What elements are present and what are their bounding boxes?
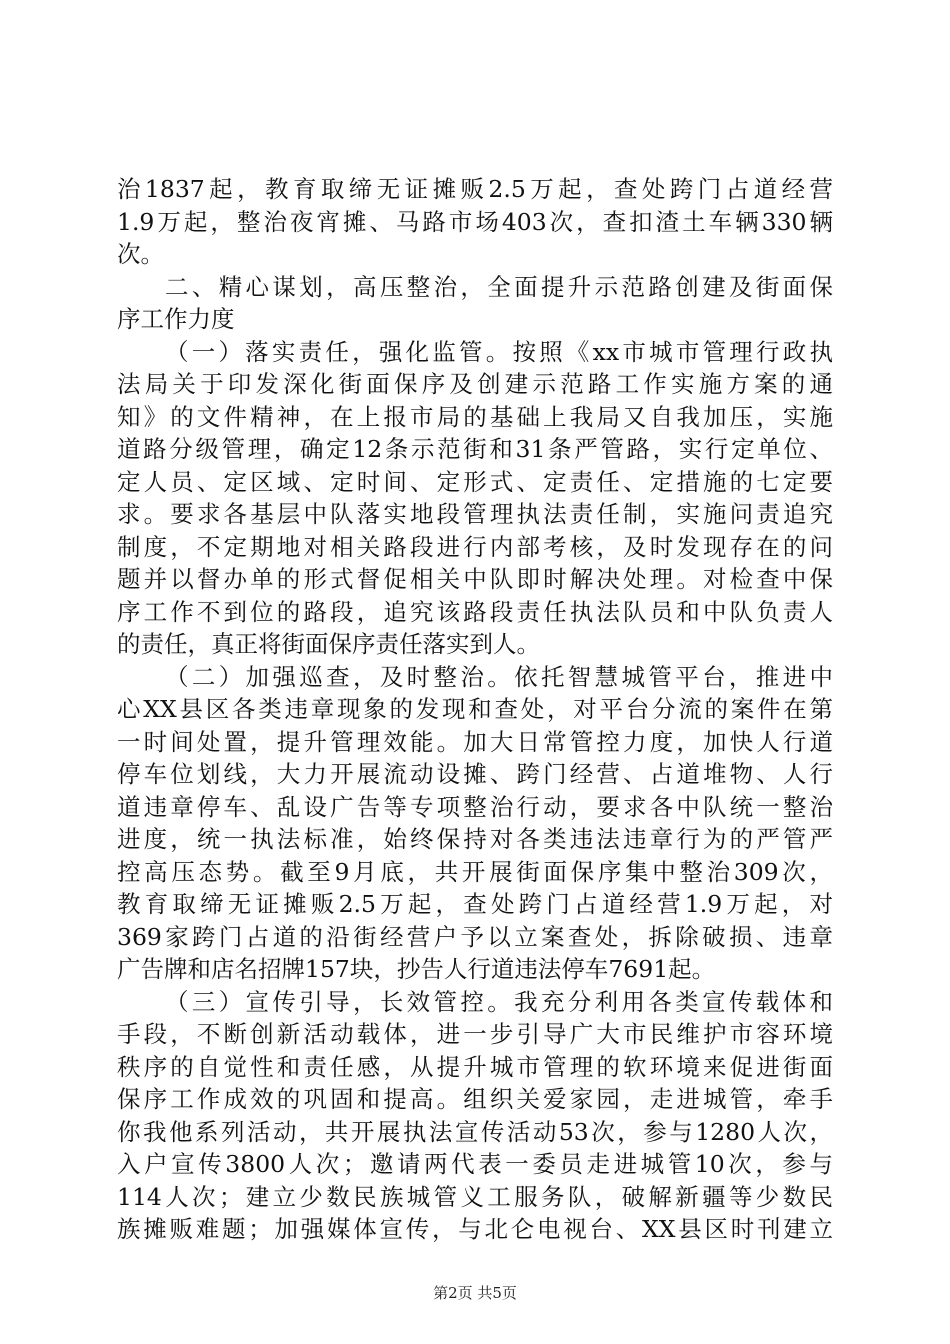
text-line: 进度，统一执法标准，始终保持对各类违法违章行为的严管严 (117, 825, 833, 853)
text-line: 1.9万起，整治夜宵摊、马路市场403次，查扣渣土车辆330辆 (117, 207, 833, 236)
text-line: 定人员、定区域、定时间、定形式、定责任、定措施的七定要 (117, 467, 833, 496)
text-line: 停车位划线，大力开展流动设摊、跨门经营、占道堆物、人行 (117, 760, 833, 788)
text-line: 序工作不到位的路段，追究该路段责任执法队员和中队负责人 (117, 597, 833, 626)
text-line: 制度，不定期地对相关路段进行内部考核，及时发现存在的问 (117, 532, 833, 561)
text-line: 手段，不断创新活动载体，进一步引导广大市民维护市容环境 (117, 1020, 833, 1048)
text-line: 入户宣传3800人次；邀请两代表一委员走进城管10次，参与 (117, 1150, 833, 1178)
section-heading-line: 序工作力度 (117, 305, 235, 333)
text-line: 题并以督办单的形式督促相关中队即时解决处理。对检查中保 (117, 565, 833, 593)
text-line: （三）宣传引导，长效管控。我充分利用各类宣传载体和 (165, 987, 833, 1016)
text-line: 道路分级管理，确定12条示范街和31条严管路，实行定单位、 (117, 435, 833, 463)
text-line: 求。要求各基层中队落实地段管理执法责任制，实施问责追究 (117, 500, 833, 528)
text-line: 你我他系列活动，共开展执法宣传活动53次，参与1280人次， (117, 1117, 833, 1146)
text-line: （一）落实责任，强化监管。按照《xx市城市管理行政执 (165, 337, 833, 366)
text-line: 秩序的自觉性和责任感，从提升城市管理的软环境来促进街面 (117, 1052, 833, 1081)
text-line: 114人次；建立少数民族城管义工服务队，破解新疆等少数民 (117, 1182, 833, 1211)
page-number-footer: 第2页 共5页 (433, 1284, 517, 1302)
text-line: 369家跨门占道的沿街经营户予以立案查处，拆除破损、违章 (117, 922, 833, 951)
text-line: 心XX县区各类违章现象的发现和查处，对平台分流的案件在第 (117, 695, 833, 723)
text-line: 广告牌和店名招牌157块，抄告人行道违法停车7691起。 (117, 955, 716, 983)
text-line: 法局关于印发深化街面保序及创建示范路工作实施方案的通 (117, 370, 833, 398)
text-line: 保序工作成效的巩固和提高。组织关爱家园，走进城管，牵手 (117, 1085, 833, 1113)
text-line: （二）加强巡查，及时整治。依托智慧城管平台，推进中 (165, 662, 833, 691)
text-line: 族摊贩难题；加强媒体宣传，与北仑电视台、XX县区时刊建立 (117, 1215, 833, 1243)
text-line: 教育取缔无证摊贩2.5万起，查处跨门占道经营1.9万起，对 (117, 890, 833, 918)
text-line: 知》的文件精神，在上报市局的基础上我局又自我加压，实施 (117, 402, 833, 431)
text-line: 次。 (117, 240, 164, 268)
text-line: 道违章停车、乱设广告等专项整治行动，要求各中队统一整治 (117, 792, 833, 821)
document-body (117, 173, 833, 1246)
text-line: 治1837起，教育取缔无证摊贩2.5万起，查处跨门占道经营 (117, 175, 833, 203)
section-heading-line: 二、精心谋划，高压整治，全面提升示范路创建及街面保 (165, 272, 833, 301)
text-line: 一时间处置，提升管理效能。加大日常管控力度，加快人行道 (117, 727, 833, 756)
text-line: 的责任，真正将街面保序责任落实到人。 (117, 630, 540, 658)
text-line: 控高压态势。截至9月底，共开展街面保序集中整治309次， (117, 857, 833, 886)
